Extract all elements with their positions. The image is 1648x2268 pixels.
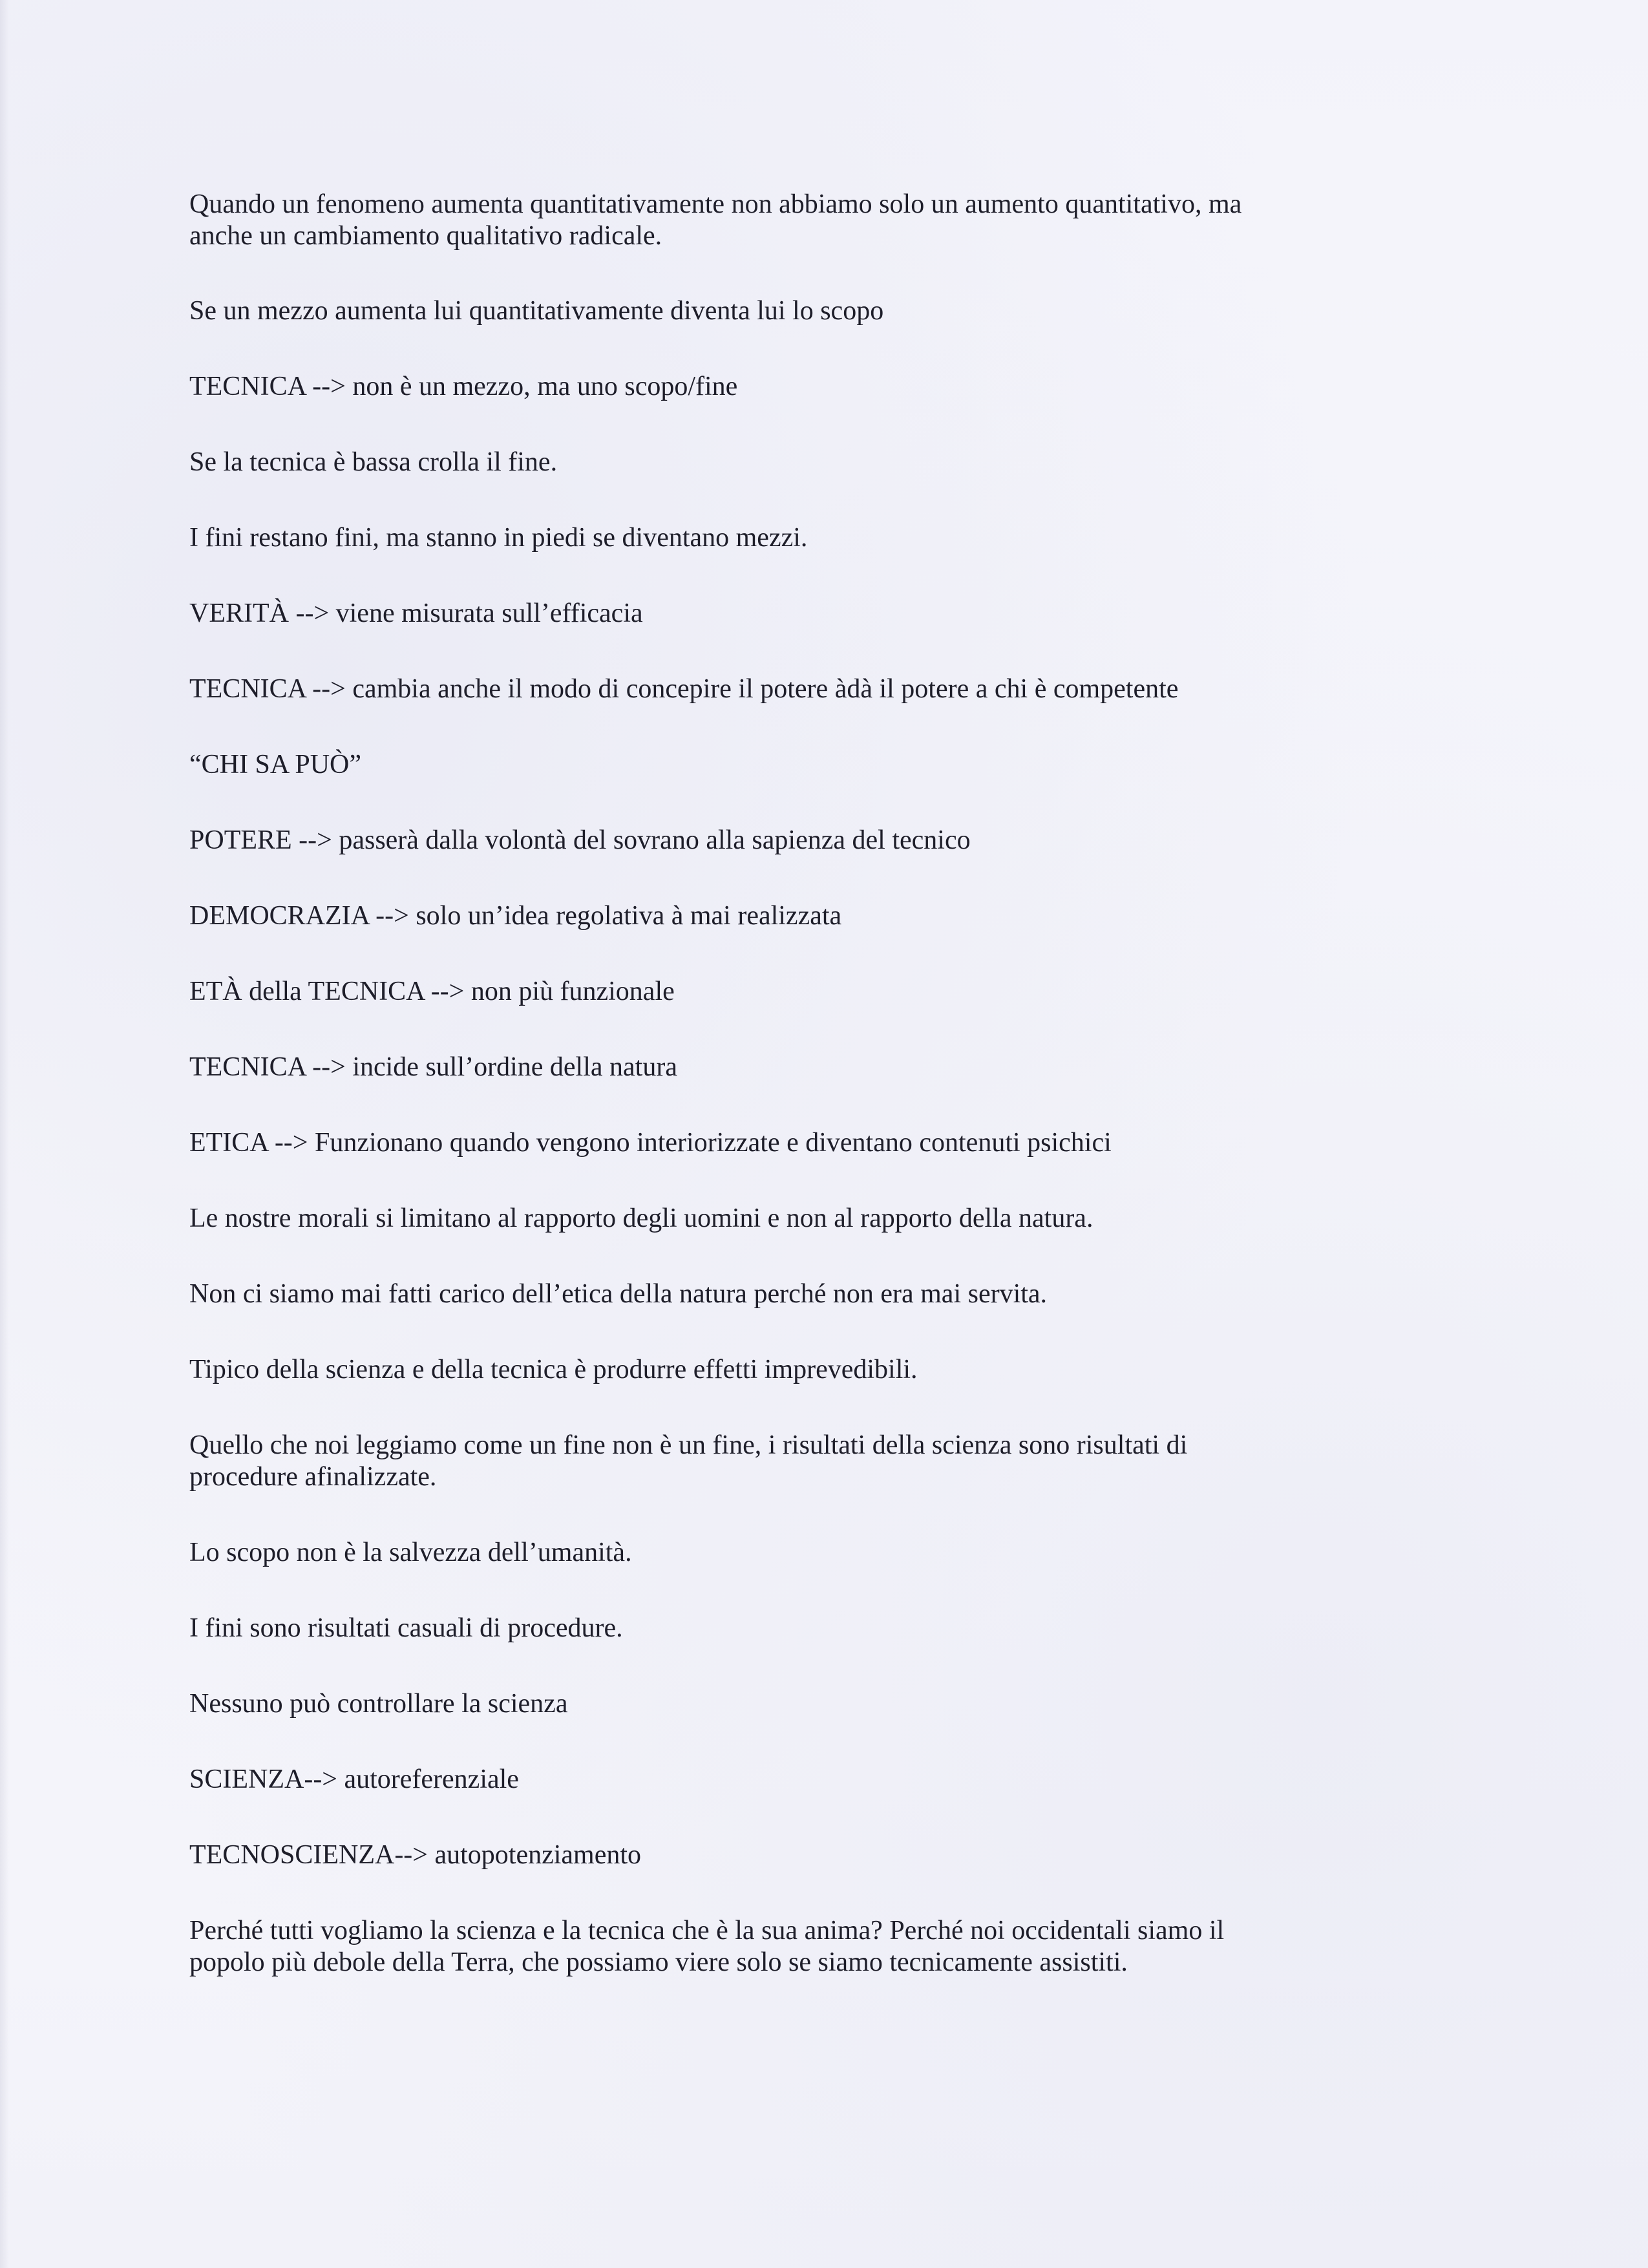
paragraph xyxy=(189,976,1482,1008)
paragraph xyxy=(189,371,1482,403)
document-body xyxy=(189,189,1482,1978)
paragraph xyxy=(189,1354,1482,1386)
text-line: Lo scopo non è la salvezza dell’umanità. xyxy=(189,1538,632,1567)
paragraph xyxy=(189,189,1482,252)
text-line: ETICA --> Funzionano quando vengono interiorizzate e diventano contenuti psichici xyxy=(189,1128,1112,1158)
paragraph xyxy=(189,749,1482,781)
text-line: TECNICA --> incide sull’ordine della natura xyxy=(189,1052,677,1082)
paragraph xyxy=(189,673,1482,705)
paragraph xyxy=(189,295,1482,327)
text-line: “CHI SA PUÒ” xyxy=(189,750,362,779)
paragraph xyxy=(189,1430,1482,1493)
paragraph xyxy=(189,1613,1482,1644)
text-line: procedure afinalizzate. xyxy=(189,1462,437,1492)
paragraph xyxy=(189,900,1482,932)
text-line: Le nostre morali si limitano al rapporto degli uomini e non al rapporto della natura. xyxy=(189,1203,1093,1233)
paragraph xyxy=(189,825,1482,856)
text-line: SCIENZA--> autoreferenziale xyxy=(189,1765,519,1794)
paragraph xyxy=(189,1127,1482,1159)
paragraph xyxy=(189,522,1482,554)
text-line: Perché tutti vogliamo la scienza e la tecnica che è la sua anima? Perché noi occidentali siamo il xyxy=(189,1916,1225,1945)
text-line: popolo più debole della Terra, che possiamo viere solo se siamo tecnicamente assistiti. xyxy=(189,1947,1128,1977)
text-line: POTERE --> passerà dalla volontà del sovrano alla sapienza del tecnico xyxy=(189,825,971,855)
text-line: Se un mezzo aumenta lui quantitativamente diventa lui lo scopo xyxy=(189,296,884,326)
text-line: Quando un fenomeno aumenta quantitativamente non abbiamo solo un aumento quantitativo, ma xyxy=(189,189,1242,219)
paragraph xyxy=(189,1688,1482,1720)
text-line: TECNICA --> cambia anche il modo di concepire il potere àdà il potere a chi è competente xyxy=(189,674,1179,704)
text-line: I fini sono risultati casuali di procedure. xyxy=(189,1613,623,1643)
text-line: ETÀ della TECNICA --> non più funzionale xyxy=(189,977,675,1006)
paragraph xyxy=(189,1203,1482,1235)
text-line: VERITÀ --> viene misurata sull’efficacia xyxy=(189,599,643,628)
text-line: TECNICA --> non è un mezzo, ma uno scopo/fine xyxy=(189,372,738,401)
paragraph xyxy=(189,1278,1482,1310)
text-line: TECNOSCIENZA--> autopotenziamento xyxy=(189,1840,642,1870)
text-line: Se la tecnica è bassa crolla il fine. xyxy=(189,447,558,477)
scan-shadow-edge xyxy=(0,0,9,2268)
text-line: Non ci siamo mai fatti carico dell’etica della natura perché non era mai servita. xyxy=(189,1279,1048,1309)
text-line: Quello che noi leggiamo come un fine non è un fine, i risultati della scienza sono risultati di xyxy=(189,1430,1188,1460)
paragraph xyxy=(189,598,1482,630)
text-line: DEMOCRAZIA --> solo un’idea regolativa à mai realizzata xyxy=(189,901,842,931)
text-line: Tipico della scienza e della tecnica è produrre effetti imprevedibili. xyxy=(189,1355,918,1384)
paragraph xyxy=(189,1764,1482,1796)
text-line: I fini restano fini, ma stanno in piedi se diventano mezzi. xyxy=(189,523,808,553)
paragraph xyxy=(189,447,1482,478)
paragraph xyxy=(189,1915,1482,1978)
paragraph xyxy=(189,1839,1482,1871)
paragraph xyxy=(189,1537,1482,1569)
text-line: anche un cambiamento qualitativo radicale. xyxy=(189,221,662,251)
text-line: Nessuno può controllare la scienza xyxy=(189,1689,568,1719)
paragraph xyxy=(189,1052,1482,1083)
